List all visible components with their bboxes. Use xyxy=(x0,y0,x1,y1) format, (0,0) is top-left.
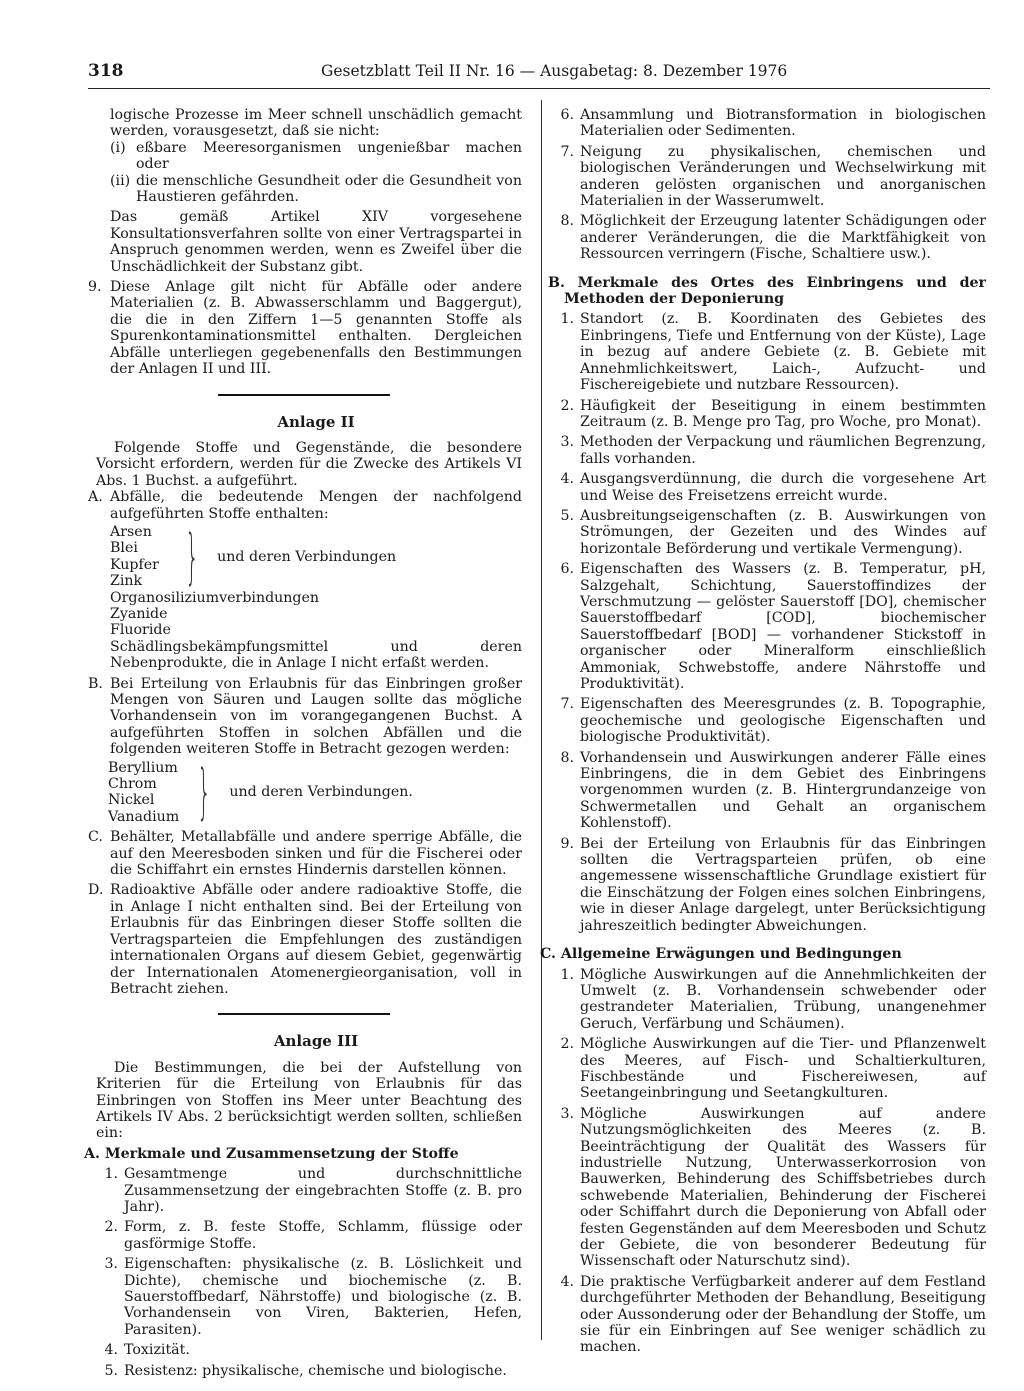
list-item: Zink xyxy=(110,573,143,590)
letter-label: C. xyxy=(88,829,103,846)
list-item xyxy=(548,836,986,934)
letter-text: Radioaktive Abfälle oder andere radioaktive Stoffe, die in Anlage I nicht enthalten sind. Bei der Erteilung von Erlaubnis für das Einbringen dieser Stoffe sollten die Vertragsparteien die Empfehlungen des zuständigen internationalen Organs auf diesem Gebiet, gegenwärtig der Internationalen Atomenergieorganisation, voll in Betracht ziehen. xyxy=(110,882,522,997)
anlage-ii-d xyxy=(88,882,522,997)
item-number: 7. xyxy=(560,696,574,713)
item-text: Standort (z. B. Koordinaten des Gebietes des Einbringens, Tiefe und Entfernung von der Küste), Lage in bezug auf andere Gebiete (z. B. Gebiete mit Annehmlichkeitswert, Laich-, Aufzucht- und Fischereigebiete und nutzbare Ressourcen). xyxy=(580,311,986,394)
anlage-ii-c xyxy=(88,829,522,878)
item-text: Mögliche Auswirkungen auf die Tier- und Pflanzenwelt des Meeres, auf Fisch- und Schaltierkulturen, Fischbestände und Fischereiwesen, auf Seetangeinbringung und Seetangkulturen. xyxy=(580,1036,986,1102)
item-number: 6. xyxy=(560,561,574,578)
item-text: Eigenschaften: physikalische (z. B. Löslichkeit und Dichte), chemische und biochemische (z. B. Sauerstoffbedarf, Nährstoffe) und biologische (z. B. Vorhandensein von Viren, Bakterien, Hefen, Parasiten). xyxy=(124,1256,522,1338)
item-text: Toxizität. xyxy=(124,1342,190,1359)
list-item xyxy=(548,1036,986,1102)
item-number: 5. xyxy=(560,507,574,524)
item-text: Bei der Erteilung von Erlaubnis für das Einbringen sollten die Vertragsparteien prüfen, ob eine angemessene wissenschaftliche Grundlage existiert für die Einschätzung der Folgen eines solchen Einbringens, wie in dieser Anlage dargelegt, unter Berücksichtigung jahreszeitlich bedingter Abweichungen. xyxy=(580,835,986,934)
anlage-iii-intro: Die Bestimmungen, die bei der Aufstellung von Kriterien für die Erteilung von Erlaubnis für das Einbringen von Stoffen ins Meer unter Beachtung des Artikels IV Abs. 2 berücksichtigt werden sollten, schließen ein: xyxy=(96,1059,522,1142)
item-number: 3. xyxy=(560,1105,574,1122)
item-text: Vorhandensein und Auswirkungen anderer Fälle eines Einbringens, die in dem Gebiet des Einbringens vorgenommen wurden (z. B. Hintergrundanzeige von Schwermetallen und Gehalt an organischem Kohlenstoff). xyxy=(580,749,986,832)
item-text: Eigenschaften des Wassers (z. B. Temperatur, pH, Salzgehalt, Schichtung, Sauerstoffindizes der Verschmutzung — gelöster Sauerstoff [DO], chemischer Sauerstoffbedarf [COD], biochemischer Sauerstoffbedarf [BOD] — vorhandener Stickstoff in organischer oder Mineralform einschließlich Ammoniak, Schwebstoffe, andere Nährstoffe und Produktivität). xyxy=(580,561,986,692)
sub-item-number: (i) xyxy=(110,139,126,156)
item-number: 3. xyxy=(560,434,574,451)
anlage-ii-intro: Folgende Stoffe und Gegenstände, die besondere Vorsicht erfordern, werden für die Zwecke des Artikels VI Abs. 1 Buchst. a aufgeführt. xyxy=(96,439,522,489)
element-list xyxy=(108,760,179,826)
item-text: Gesamtmenge und durchschnittliche Zusammensetzung der eingebrachten Stoffe (z. B. pro Jahr). xyxy=(124,1166,522,1215)
consultation-paragraph: Das gemäß Artikel XIV vorgesehene Konsultationsverfahren sollte von einer Vertragspartei in Anspruch genommen werden, wenn es Zweifel über die Unschädlichkeit der Substanz gibt. xyxy=(110,209,522,275)
brace-symbol: } xyxy=(185,521,199,592)
sub-item-number: (ii) xyxy=(110,172,131,189)
page-number: 318 xyxy=(88,61,124,81)
item-number: 8. xyxy=(560,749,574,766)
item-text: Eigenschaften des Meeresgrundes (z. B. Topographie, geochemische und geologische Eigenschaften und biologische Produktivität). xyxy=(580,696,986,746)
item-text: Mögliche Auswirkungen auf andere Nutzungsmöglichkeiten des Meeres (z. B. Beeinträchtigung der Qualität des Wassers für industrielle Nutzung, Unterwasserkorrosion von Bauwerken, Behinderung des Schiffsbetriebes durch schwebende Materialien, Behinderung der Fischerei oder Schiffahrt durch die Deponierung von Abfall oder festen Gegenständen auf dem Meeresboden und Schutz der Gebiete, die von besonderer Bedeutung für Wissenschaft oder Naturschutz sind). xyxy=(580,1105,986,1270)
list-item: Vanadium xyxy=(108,808,180,825)
section-rule xyxy=(218,394,390,396)
list-item: Arsen xyxy=(110,523,152,540)
list-item xyxy=(548,398,986,431)
item-number: 1. xyxy=(560,966,574,983)
sub-item-text: die menschliche Gesundheit oder die Gesundheit von Haustieren gefährden. xyxy=(136,172,522,206)
item-number: 1. xyxy=(104,1166,118,1183)
list-item xyxy=(548,750,986,832)
item-text: Häufigkeit der Beseitigung in einem bestimmten Zeitraum (z. B. Menge pro Tag, pro Woche, pro Monat). xyxy=(580,397,986,430)
item-number: 2. xyxy=(104,1219,118,1236)
item-number: 2. xyxy=(560,1036,574,1053)
list-item xyxy=(548,967,986,1033)
item-number: 4. xyxy=(104,1342,118,1359)
item-number: 7. xyxy=(560,143,574,160)
list-item xyxy=(548,561,986,692)
item-number: 4. xyxy=(560,1273,574,1290)
item-number: 9. xyxy=(88,279,102,296)
list-item xyxy=(92,1256,522,1338)
anlage-ii-a-tail: Schädlingsbekämpfungsmittel und deren Nebenprodukte, die in Anlage I nicht erfaßt werden. xyxy=(110,638,522,672)
item-text: Ausgangsverdünnung, die durch die vorgesehene Art und Weise des Freisetzens erreicht wurde. xyxy=(580,471,986,504)
brace-symbol: } xyxy=(197,757,211,828)
section-b-title: B. Merkmale des Ortes des Einbringens und der Methoden der Deponierung xyxy=(548,274,986,308)
letter-label: D. xyxy=(88,882,104,899)
item-text: Die praktische Verfügbarkeit anderer auf dem Festland durchgeführter Methoden der Behandlung, Beseitigung oder Aussonderung oder der Behandlung der Stoffe, um sie für ein Einbringen auf See weniger schädlich zu machen. xyxy=(580,1273,986,1356)
item-text: Resistenz: physikalische, chemische und biologische. xyxy=(124,1362,507,1379)
section-c-title: C. Allgemeine Erwägungen und Bedingungen xyxy=(540,946,902,963)
item-number: 6. xyxy=(560,107,574,123)
list-item: Nickel xyxy=(108,792,155,809)
letter-label: B. xyxy=(88,675,103,692)
item-text: Methoden der Verpackung und räumlichen Begrenzung, falls vorhanden. xyxy=(580,434,986,467)
list-item xyxy=(548,508,986,557)
item-number: 9. xyxy=(560,835,574,852)
header-rule xyxy=(88,88,990,89)
item-9 xyxy=(88,279,522,377)
list-item xyxy=(548,1106,986,1270)
item-text: Diese Anlage gilt nicht für Abfälle oder andere Materialien (z. B. Abwasserschlamm und Baggergut), die die in den Ziffern 1—5 genannten Stoffe als Spurenkontaminationsmittel enthalten. Dergleichen Abfälle unterliegen gegebenenfalls den Bestimmungen der Anlagen II und III. xyxy=(110,279,522,378)
brace-label: und deren Verbindungen. xyxy=(229,784,413,801)
list-item: Fluoride xyxy=(110,622,171,639)
list-item xyxy=(92,1363,522,1379)
page-header xyxy=(88,63,990,83)
column-divider xyxy=(541,100,542,1340)
item-number: 1. xyxy=(560,311,574,328)
list-item xyxy=(548,144,986,210)
item-number: 2. xyxy=(560,397,574,414)
list-item xyxy=(92,1166,522,1215)
list-item: Chrom xyxy=(108,776,157,793)
brace-group-a xyxy=(110,521,522,592)
item-text: Möglichkeit der Erzeugung latenter Schädigungen oder anderer Veränderungen, die die Marktfähigkeit von Ressourcen verringern (Fische, Schaltiere usw.). xyxy=(580,213,986,263)
anlage-iii-title: Anlage III xyxy=(273,1032,359,1051)
letter-text: Abfälle, die bedeutende Mengen der nachfolgend aufgeführten Stoffe enthalten: xyxy=(110,489,522,522)
list-item: Organosiliziumverbindungen xyxy=(110,589,320,606)
list-item: Zyanide xyxy=(110,605,168,622)
list-item xyxy=(92,1342,522,1358)
item-text: Ausbreitungseigenschaften (z. B. Auswirkungen von Strömungen, der Gezeiten und des Windes auf horizontale Beförderung und vertikale Vermengung). xyxy=(580,507,986,557)
item-number: 8. xyxy=(560,213,574,230)
list-item xyxy=(548,696,986,745)
list-item xyxy=(92,1219,522,1252)
item-text: Ansammlung und Biotransformation in biologischen Materialien oder Sedimenten. xyxy=(580,107,986,140)
item-number: 3. xyxy=(104,1256,118,1273)
list-item: Kupfer xyxy=(110,556,159,573)
item-text: Neigung zu physikalischen, chemischen und biologischen Veränderungen und Wechselwirkung mit anderen gelösten organischen und anorganischen Materialien in der Wasserumwelt. xyxy=(580,143,986,210)
sub-item-text: eßbare Meeresorganismen ungenießbar machen oder xyxy=(136,139,522,173)
list-item xyxy=(548,434,986,467)
header-title: Gesetzblatt Teil II Nr. 16 — Ausgabetag: 8. Dezember 1976 xyxy=(321,62,788,80)
list-item xyxy=(548,471,986,504)
sub-item xyxy=(110,173,522,206)
element-list xyxy=(110,524,159,590)
anlage-ii-a xyxy=(88,489,522,522)
right-column xyxy=(540,107,986,1360)
anlage-ii-b xyxy=(88,676,522,758)
list-item xyxy=(548,107,986,140)
list-item xyxy=(548,1274,986,1356)
list-item: Blei xyxy=(110,540,138,557)
anlage-ii-title: Anlage II xyxy=(277,412,355,431)
list-item xyxy=(548,213,986,262)
list-item: Beryllium xyxy=(108,759,178,776)
letter-label: A. xyxy=(88,489,103,506)
section-rule xyxy=(218,1013,390,1015)
item-number: 5. xyxy=(104,1362,118,1379)
letter-text: Bei Erteilung von Erlaubnis für das Einbringen großer Mengen von Säuren und Laugen sollte das mögliche Vorhandensein von im vorangegangenen Buchst. A aufgeführten Stoffen in solchen Abfällen und die folgenden weiteren Stoffe in Betracht gezogen werden: xyxy=(110,675,522,758)
spacer xyxy=(548,267,986,275)
substance-list xyxy=(110,590,522,639)
left-intro: logische Prozesse im Meer schnell unschädlich gemacht werden, vorausgesetzt, daß sie nicht: xyxy=(110,107,522,140)
item-text: Mögliche Auswirkungen auf die Annehmlichkeiten der Umwelt (z. B. Vorhandensein schwebender oder gestrandeter Materialien, Trübung, unangenehmer Geruch, Verfärbung und Schäumen). xyxy=(580,966,986,1032)
sub-item xyxy=(110,140,522,173)
item-text: Form, z. B. feste Stoffe, Schlamm, flüssige oder gasförmige Stoffe. xyxy=(124,1219,522,1252)
section-a-title: A. Merkmale und Zusammensetzung der Stoffe xyxy=(84,1145,459,1162)
list-item xyxy=(548,311,986,393)
letter-text: Behälter, Metallabfälle und andere sperrige Abfälle, die auf den Meeresboden sinken und für die Fischerei oder die Schiffahrt ein ernstes Hindernis darstellen können. xyxy=(110,829,522,879)
brace-label: und deren Verbindungen xyxy=(217,548,397,565)
left-column xyxy=(84,107,522,1383)
spacer xyxy=(548,938,986,946)
item-number: 4. xyxy=(560,471,574,488)
brace-group-b xyxy=(108,757,522,828)
